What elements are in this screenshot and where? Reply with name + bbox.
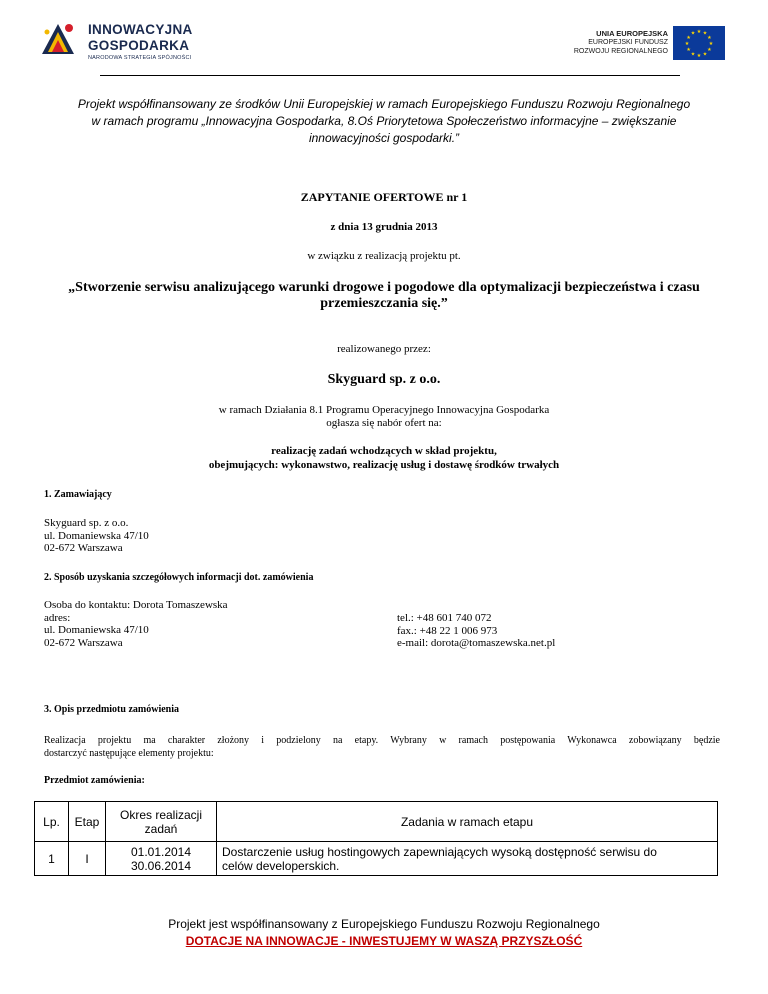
document-title: ZAPYTANIE OFERTOWE nr 1: [300, 190, 468, 204]
section3-body-line: Realizacja projektu ma charakter złożony i podzielony na etapy. Wybrany w ramach postępowania Wykonawca zobowiązany będzie: [44, 735, 720, 746]
intro-line: Projekt współfinansowany ze środków Unii Europejskiej w ramach Europejskiego Funduszu Rozwoju Regionalnego: [77, 97, 691, 111]
project-title: [40, 280, 728, 312]
section3-body-line: dostarczyć następujące elementy projektu:: [44, 748, 214, 759]
logo-right-line2: EUROPEJSKI FUNDUSZ: [588, 39, 668, 46]
contact-left-column: [44, 599, 228, 649]
table-row: [35, 842, 718, 876]
cell-okres-to: 30.06.2014: [130, 858, 192, 873]
contact-line: ul. Domaniewska 47/10: [44, 624, 149, 636]
contact-right-column: [397, 612, 555, 650]
svg-text:★: ★: [702, 51, 708, 58]
action-line: w ramach Działania 8.1 Programu Operacyjnego Innowacyjna Gospodarka: [218, 404, 550, 416]
contact-line: 02-672 Warszawa: [44, 636, 123, 649]
contact-line: Osoba do kontaktu: Dorota Tomaszewska: [44, 599, 228, 611]
header-etap: Etap: [69, 802, 106, 842]
svg-text:★: ★: [690, 30, 696, 37]
svg-text:★: ★: [686, 47, 691, 53]
table-header-row: [35, 802, 718, 842]
address-line: ul. Domaniewska 47/10: [44, 529, 149, 542]
svg-text:★: ★: [707, 47, 712, 53]
header-okres-line: Okres realizacji: [119, 807, 203, 822]
cell-okres-from: 01.01.2014: [130, 844, 192, 859]
action-line: ogłasza się nabór ofert na:: [326, 417, 442, 429]
intro-line: w ramach programu „Innowacyjna Gospodarka, 8.Oś Priorytetowa Społeczeństwo informacyjne – zwiększanie: [91, 114, 677, 128]
header-zadania: Zadania w ramach etapu: [217, 802, 718, 842]
svg-text:★: ★: [708, 41, 714, 47]
cell-task-line: celów developerskich.: [222, 858, 340, 873]
svg-text:★: ★: [684, 41, 690, 47]
cell-task: [217, 842, 718, 876]
svg-text:★: ★: [696, 29, 702, 35]
cell-lp: 1: [35, 842, 69, 876]
section1-heading: 1. Zamawiający: [44, 489, 112, 500]
eu-logo-text: [574, 29, 668, 56]
svg-text:★: ★: [686, 35, 691, 41]
intro-line: innowacyjności gospodarki.”: [308, 131, 460, 145]
scope-line: obejmujących: wykonawstwo, realizację usług i dostawę środków trwałych: [208, 459, 560, 471]
footer-slogan-link[interactable]: DOTACJE NA INNOWACJE - INWESTUJEMY W WASZĄ PRZYSZŁOŚĆ: [185, 934, 583, 948]
address-line: Skyguard sp. z o.o.: [44, 517, 129, 529]
company-name: Skyguard sp. z o.o.: [327, 372, 441, 387]
header-okres: [106, 802, 217, 842]
document-date: z dnia 13 grudnia 2013: [330, 221, 438, 233]
project-title-line: „Stworzenie serwisu analizującego warunki drogowe i pogodowe dla optymalizacji bezpieczeństwa i czasu: [68, 280, 700, 295]
cell-etap: I: [69, 842, 106, 876]
contact-email: e-mail: dorota@tomaszewska.net.pl: [397, 637, 556, 649]
intro-paragraph: [30, 96, 738, 147]
eu-logo: [540, 26, 730, 62]
stages-table: [34, 801, 718, 876]
header-lp: Lp.: [35, 802, 69, 842]
scope-line: realizację zadań wchodzących w skład projektu,: [271, 445, 497, 457]
logo-right-line1: UNIA EUROPEJSKA: [596, 29, 668, 38]
section3-body: [44, 734, 720, 760]
logo-left-line1: INNOWACYJNA: [88, 22, 193, 37]
address-line: 02-672 Warszawa: [44, 542, 123, 554]
svg-text:★: ★: [696, 53, 702, 59]
innowacyjna-gospodarka-emblem-icon: [38, 18, 78, 60]
project-context: w związku z realizacją projektu pt.: [307, 250, 461, 262]
svg-text:★: ★: [690, 51, 696, 58]
logo-left-line3: NARODOWA STRATEGIA SPÓJNOŚCI: [88, 55, 192, 61]
section3-heading: 3. Opis przedmiotu zamówienia: [44, 704, 179, 715]
contact-phone: tel.: +48 601 740 072: [397, 612, 492, 624]
contact-fax: fax.: +48 22 1 006 973: [397, 624, 498, 637]
orderer-address: [44, 517, 149, 555]
logo-right-line3: ROZWOJU REGIONALNEGO: [573, 48, 668, 55]
footer-funding-note: Projekt jest współfinansowany z Europejskiego Funduszu Rozwoju Regionalnego: [168, 917, 600, 931]
logo-left-line2: GOSPODARKA: [88, 38, 190, 53]
realized-by: realizowanego przez:: [337, 343, 431, 355]
header-divider: [100, 75, 680, 76]
subject-label: Przedmiot zamówienia:: [44, 775, 145, 786]
innowacyjna-gospodarka-logo: [38, 18, 208, 64]
project-title-line: przemieszczania się.”: [320, 296, 448, 311]
cell-okres: [106, 842, 217, 876]
header-okres-line: zadań: [144, 821, 178, 836]
cell-task-line: Dostarczenie usług hostingowych zapewniających wysoką dostępność serwisu do: [222, 844, 657, 859]
section2-heading: 2. Sposób uzyskania szczegółowych informacji dot. zamówienia: [44, 572, 314, 583]
action-text: [0, 404, 768, 430]
contact-line: adres:: [44, 611, 71, 624]
svg-text:★: ★: [702, 30, 708, 37]
svg-text:★: ★: [707, 35, 712, 41]
scope-text: [0, 444, 768, 472]
eu-flag-icon: [673, 26, 725, 60]
